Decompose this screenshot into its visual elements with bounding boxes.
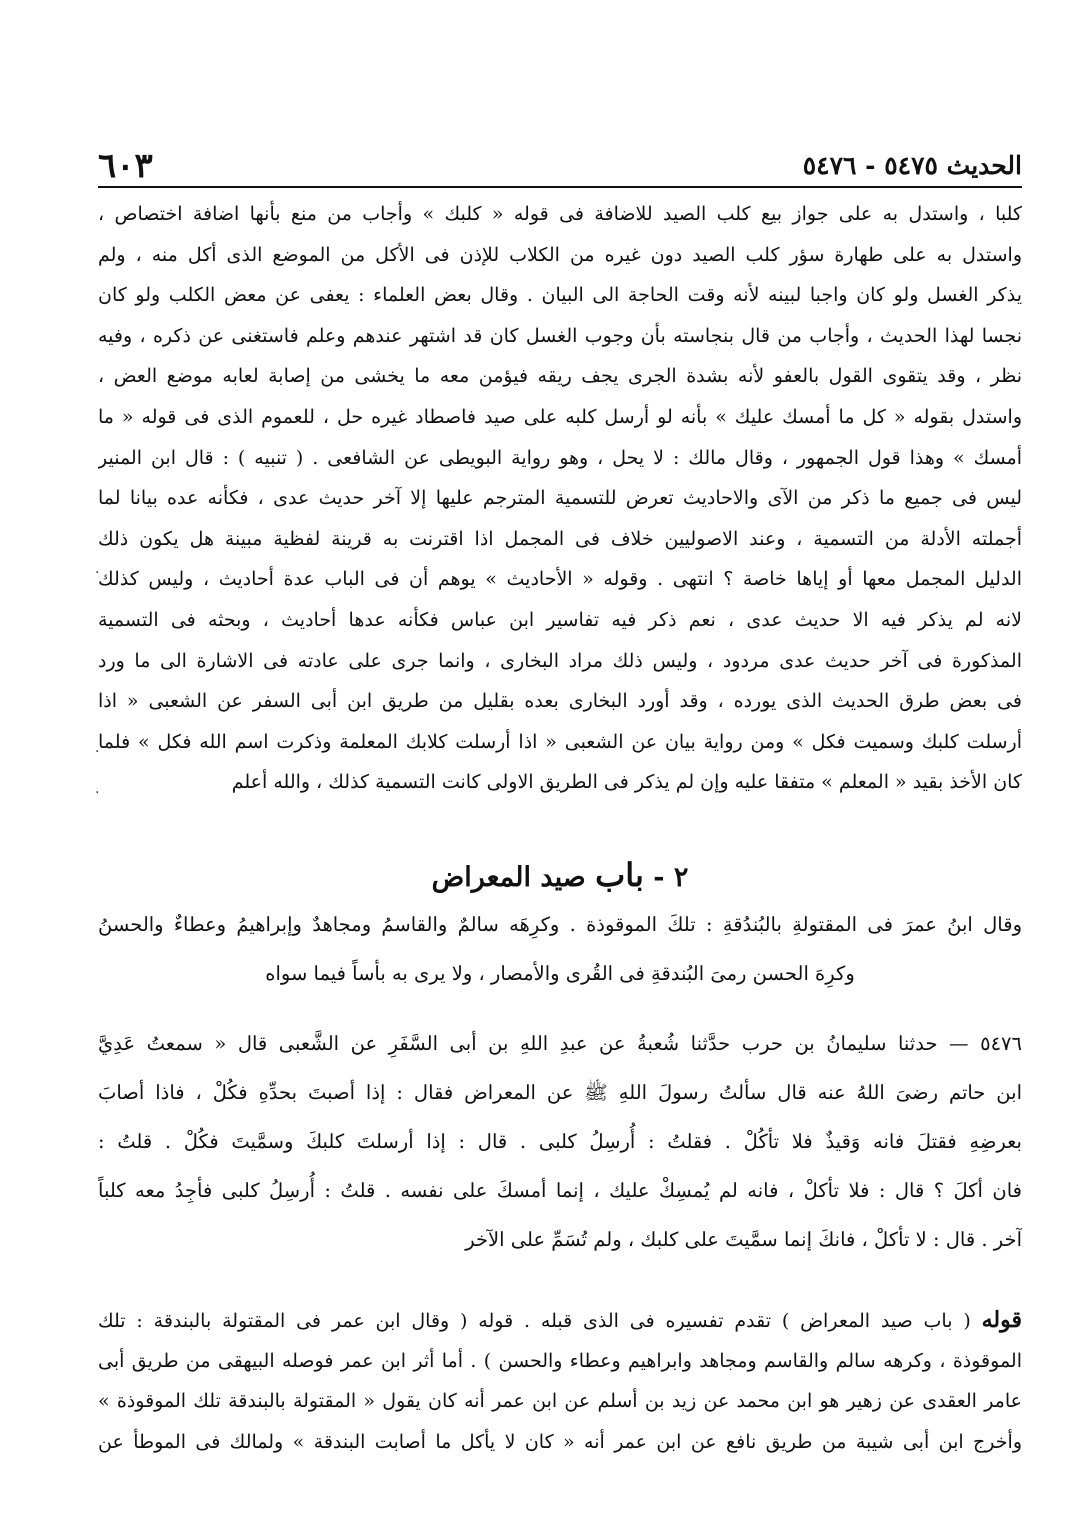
commentary-line: كان الأخذ بقيد « المعلم » متفقا عليه وإن لم يذكر فى الطريق الاولى كانت التسمية كذلك ، والله أعلم	[231, 771, 1022, 794]
margin-mark: .	[95, 561, 100, 577]
commentary-line: الدليل المجمل معها أو إياها خاصة ؟ انتهى . وقوله « الأحاديث » يوهم أن فى الباب عدة أحاديث ، وليس كذلك	[98, 568, 1022, 591]
commentary-top	[98, 194, 1022, 803]
commentary-line: نجسا لهذا الحديث ، وأجاب من قال بنجاسته بأن وجوب الغسل كان قد اشتهر عندهم وعلم فاستغنى عن ذكره ، وفيه	[98, 324, 1022, 347]
chapter-number: ٢ -	[653, 862, 689, 893]
commentary-line: أمسك » وهذا قول الجمهور ، وقال مالك : لا يحل ، وهو رواية البويطى عن الشافعى . ( تنبيه ) : قال ابن المنير	[98, 446, 1022, 469]
chapter-bab-label: باب	[595, 856, 644, 894]
commentary-line: الموقوذة ، وكرهه سالم والقاسم ومجاهد وابراهيم وعطاء والحسن ) . أما أثر ابن عمر فوصله البيهقى من طريق أبى	[98, 1349, 1022, 1372]
header-rule	[98, 186, 1022, 188]
hadith-text	[98, 1019, 1022, 1264]
commentary-line: فى بعض طرق الحديث الذى يورده ، وقد أورد البخارى بعده بقليل من طريق ابن أبى السفر عن الشعبى « اذا	[98, 690, 1022, 713]
commentary-first-line-text: ( باب صيد المعراض ) تقدم تفسيره فى الذى قبله . قوله ( وقال ابن عمر فى المقتولة بالبندقة : تلك	[98, 1310, 971, 1332]
commentary-line: المذكورة فى آخر حديث عدى مردود ، وليس ذلك مراد البخارى ، وانما جرى على عادته فى الاشارة الى ما ورد	[98, 649, 1022, 672]
page-number: ٦٠٣	[98, 146, 153, 186]
chapter-title: صيد المعراض	[431, 862, 586, 893]
commentary-line: أرسلت كلبك وسميت فكل » ومن رواية بيان عن الشعبى « اذا أرسلت كلابك المعلمة وذكرت اسم الله فكل » فلما	[98, 730, 1022, 753]
commentary-line-first	[98, 1300, 1022, 1341]
hadith-line: بعرضِهِ فقتلَ فانه وَقيذٌ فلا تأكُلْ . فقلتُ : أُرسِلُ كلبى . قال : إذا أرسلتَ كلبكَ وسمَّيتَ فكُلْ . قلتُ :	[98, 1130, 1022, 1153]
commentary-line: نظر ، وقد يتقوى القول بالعفو لأنه بشدة الجرى يجف ريقه فيؤمن معه ما يخشى من إصابة لعابه موضع العض ،	[98, 365, 1022, 388]
commentary-line: يذكر الغسل ولو كان واجبا لبينه لأنه وقت الحاجة الى البيان . وقال بعض العلماء : يعفى عن معض الكلب ولو كان	[98, 284, 1022, 307]
commentary-line: أجملته الأدلة من التسمية ، وعند الاصوليين خلاف فى المجمل اذا اقترنت به قرينة لفظية مبينة هل يكون ذلك	[98, 527, 1022, 550]
hadith-line: ٥٤٧٦ — حدثنا سليمانُ بن حرب حدَّثنا شُعبةُ عن عبدِ اللهِ بن أبى السَّفَرِ عن الشَّعبى قال « سمعتُ عَدِيَّ	[98, 1032, 1022, 1055]
chapter-heading	[98, 852, 1022, 898]
commentary-lead-word: قوله	[981, 1307, 1022, 1333]
commentary-line: واستدل به على طهارة سؤر كلب الصيد دون غيره من الكلاب للإذن فى الأكل من الموضع الذى أكل منه ، ولم	[98, 243, 1022, 266]
intro-line: وكرِهَ الحسن رمىَ البُندقةِ فى القُرى والأمصار ، ولا يرى به بأساً فيما سواه	[265, 962, 855, 985]
commentary-line: عامر العقدى عن زهير هو ابن محمد عن زيد بن أسلم عن ابن عمر أنه كان يقول « المقتولة بالبندقة تلك الموقوذة »	[98, 1390, 1022, 1413]
hadith-line: فان أكلَ ؟ قال : فلا تأكلْ ، فانه لم يُمسِكْ عليك ، إنما أمسكَ على نفسه . قلتُ : أُرسِلُ كلبى فأجِدُ معه كلباً	[98, 1179, 1022, 1202]
commentary-line: واستدل بقوله « كل ما أمسك عليك » بأنه لو أرسل كلبه على صيد فاصطاد غيره حل ، للعموم الذى فى قوله « ما	[98, 405, 1022, 428]
commentary-line: كلبا ، واستدل به على جواز بيع كلب الصيد للاضافة فى قوله « كلبك » وأجاب من منع بأنها اضافة اختصاص ،	[98, 203, 1022, 225]
commentary-bottom	[98, 1300, 1022, 1462]
commentary-line: وأخرج ابن أبى شيبة من طريق نافع عن ابن عمر أنه « كان لا يأكل ما أصابت البندقة » ولمالك فى الموطأ عن	[98, 1430, 1022, 1453]
hadith-line: ابن حاتم رضىَ اللهُ عنه قال سألتُ رسولَ اللهِ ﷺ عن المعراض فقال : إذا أصبتَ بحدِّهِ فكُلْ ، فاذا أصابَ	[98, 1081, 1022, 1104]
chapter-intro	[98, 900, 1022, 998]
intro-line: وقال ابنُ عمرَ فى المقتولةِ بالبُندُقةِ : تلكَ الموقوذة . وكرِهَه سالمٌ والقاسمُ ومجاهدٌ وإبراهيمُ وعطاءٌ والحسنُ	[98, 913, 1022, 936]
commentary-line: لانه لم يذكر فيه الا حديث عدى ، نعم ذكر فيه تفاسير ابن عباس فكأنه عدها أحاديث ، وبحثه فى التسمية	[98, 608, 1022, 631]
page-header	[98, 138, 1022, 186]
commentary-line: ليس فى جميع ما ذكر من الآى والاحاديث تعرض للتسمية المترجم عليها إلا آخر حديث عدى ، فكأنه عده بيانا لما	[98, 487, 1022, 510]
running-title: الحديث ٥٤٧٥ - ٥٤٧٦	[802, 151, 1022, 180]
hadith-line: آخر . قال : لا تأكلْ ، فانكَ إنما سمَّيتَ على كلبك ، ولم تُسَمِّ على الآخر	[465, 1228, 1022, 1251]
margin-mark: .	[95, 781, 100, 797]
margin-mark: .	[95, 740, 100, 756]
